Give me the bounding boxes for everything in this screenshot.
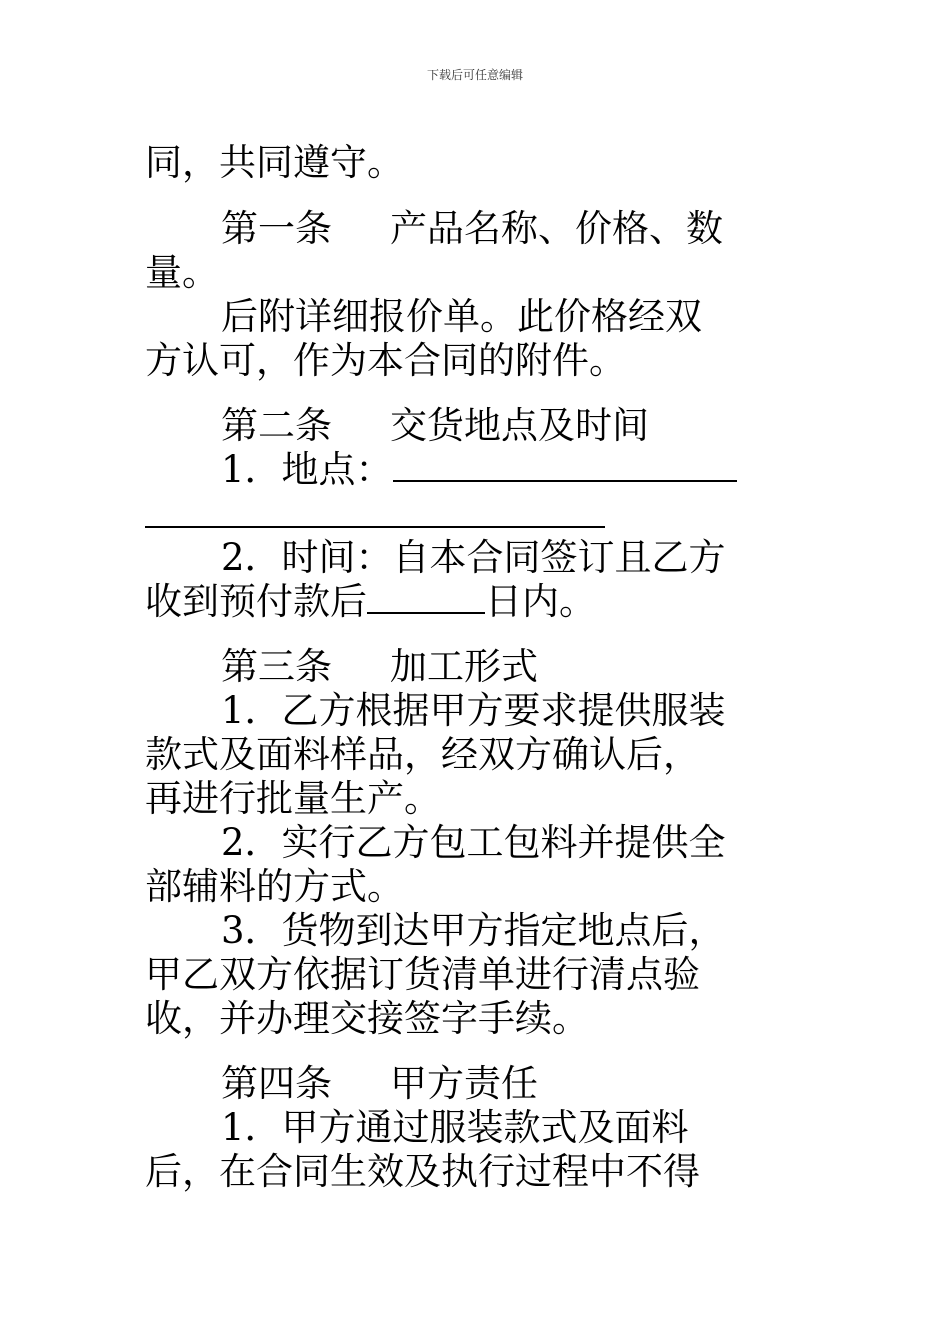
page-header-note: 下载后可任意编辑 [426,68,523,82]
article-title: 交货地点及时间 [390,404,649,447]
article-title: 加工形式 [390,645,538,688]
text-line: 2．实行乙方包工包料并提供全 [221,821,726,864]
text-line: 3．货物到达甲方指定地点后， [221,909,726,952]
article-4-heading [221,1062,538,1106]
article-title: 产品名称、价格、数 [390,207,723,250]
article-label: 第四条 [221,1062,332,1105]
article-1-heading [221,207,723,251]
delivery-days-line [145,580,596,624]
location-blank-continued [145,526,605,528]
location-blank [393,450,737,482]
text-line: 量。 [145,251,219,294]
location-line [221,448,737,492]
text-line: 后，在合同生效及执行过程中不得 [145,1150,700,1193]
text-line: 同，共同遵守。 [145,141,404,184]
article-label: 第三条 [221,645,332,688]
article-2-heading [221,404,649,448]
text-line: 方认可，作为本合同的附件。 [145,339,626,382]
text-line: 部辅料的方式。 [145,865,404,908]
text-line: 1．乙方根据甲方要求提供服装 [221,689,726,732]
text-line: 收，并办理交接签字手续。 [145,997,589,1040]
text-line: 2．时间：自本合同签订且乙方 [221,536,726,579]
text-segment: 日内。 [485,580,596,623]
text-line: 甲乙双方依据订货清单进行清点验 [145,953,700,996]
article-title: 甲方责任 [390,1062,538,1105]
days-blank [367,582,485,614]
text-line: 后附详细报价单。此价格经双 [221,295,702,338]
text-line: 1．甲方通过服装款式及面料 [221,1106,689,1149]
text-segment: 收到预付款后 [145,580,367,623]
article-label: 第一条 [221,207,332,250]
location-label: 1．地点： [221,448,393,491]
text-line: 再进行批量生产。 [145,777,441,820]
article-label: 第二条 [221,404,332,447]
text-line: 款式及面料样品，经双方确认后， [145,733,700,776]
article-3-heading [221,645,538,689]
